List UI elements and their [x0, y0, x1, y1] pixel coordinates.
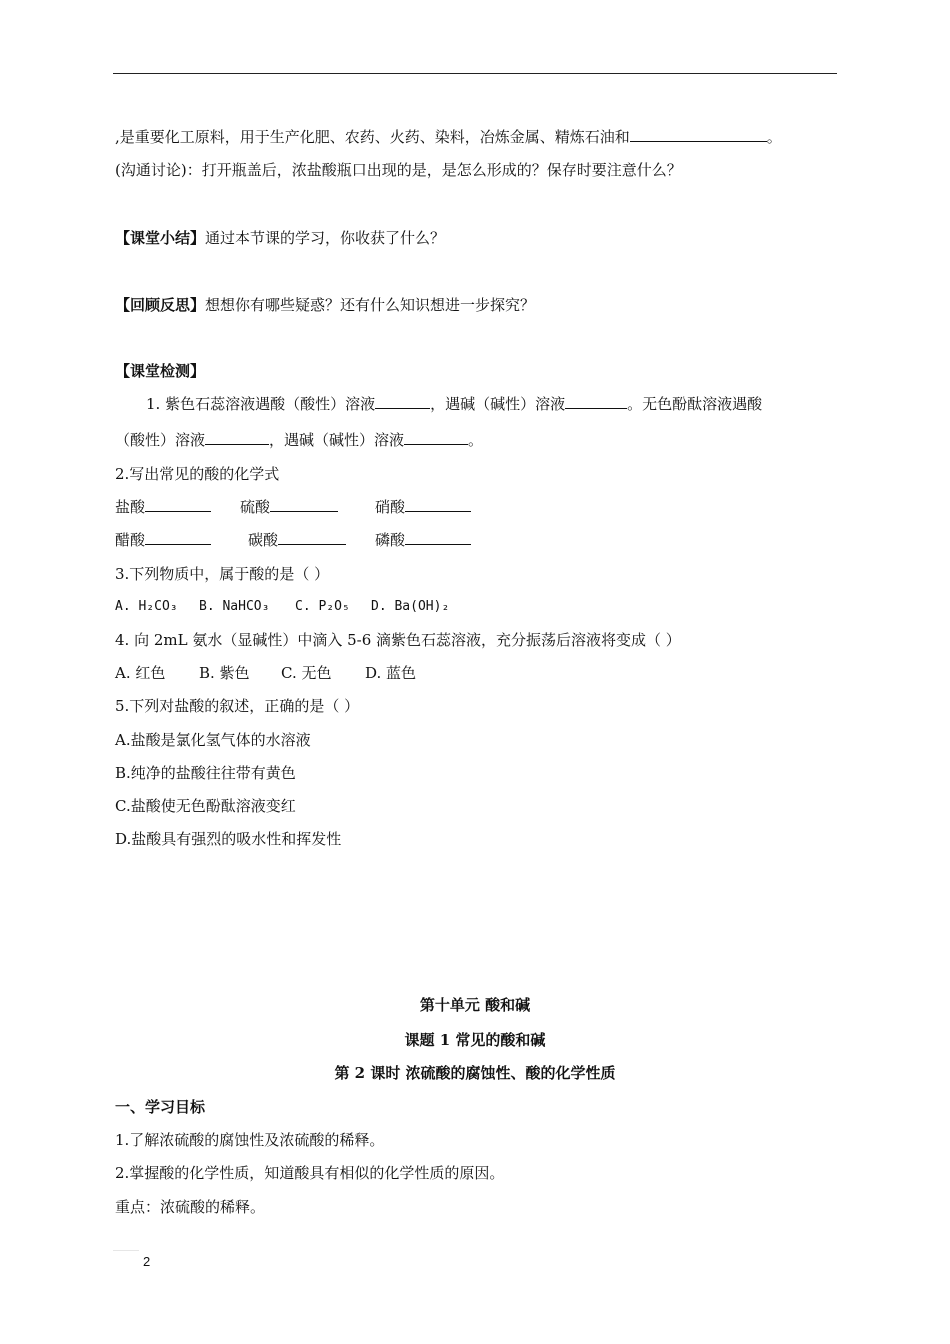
topic-title: 课题 1 常见的酸和碱: [404, 1031, 546, 1049]
acid-blank[interactable]: [270, 497, 338, 512]
option[interactable]: A.盐酸是氯化氢气体的水溶液: [115, 731, 311, 749]
q1-blank-4[interactable]: [404, 430, 468, 445]
option[interactable]: A. H₂CO₃: [115, 599, 178, 614]
unit-title: 第十单元 酸和碱: [419, 996, 531, 1014]
discussion-line: (沟通讨论)：打开瓶盖后，浓盐酸瓶口出现的是，是怎么形成的？保存时要注意什么？: [115, 161, 682, 179]
acid-label: 磷酸: [375, 531, 406, 549]
acid-blank[interactable]: [145, 530, 211, 545]
q1-text-b: ，遇碱（碱性）溶液: [430, 395, 566, 413]
option[interactable]: D. Ba(OH)₂: [371, 599, 450, 614]
option[interactable]: D. 蓝色: [365, 664, 417, 682]
question-1-line-1: [146, 394, 762, 414]
footer-rule: [113, 1250, 139, 1251]
goal-item: 1.了解浓硫酸的腐蚀性及浓硫酸的稀释。: [115, 1131, 385, 1149]
check-heading: 【课堂检测】: [115, 362, 206, 380]
option[interactable]: B. 紫色: [199, 664, 250, 682]
acid-label: 硝酸: [375, 498, 406, 516]
summary-heading: 【课堂小结】: [115, 229, 206, 247]
question-2: 2.写出常见的酸的化学式: [115, 465, 280, 483]
summary-line: [115, 228, 445, 248]
sentence: ,是重要化工原料，用于生产化肥、农药、火药、染料，冶炼金属、精炼石油和: [115, 128, 630, 146]
acid-label: 盐酸: [115, 498, 146, 516]
q1-blank-1[interactable]: [375, 394, 430, 409]
acid-label: 碳酸: [248, 531, 279, 549]
q1-text-f: 。: [468, 431, 484, 449]
section-heading: 一、学习目标: [115, 1098, 206, 1116]
reflect-text: 想想你有哪些疑惑？还有什么知识想进一步探究？: [205, 296, 536, 314]
reflect-heading: 【回顾反思】: [115, 296, 206, 314]
question-5: 5.下列对盐酸的叙述，正确的是（ ）: [115, 697, 360, 715]
page-number: 2: [143, 1254, 151, 1269]
acid-row-1: [115, 497, 615, 517]
question-3: 3.下列物质中，属于酸的是（ ）: [115, 565, 330, 583]
lesson-title: 第 2 课时 浓硫酸的腐蚀性、酸的化学性质: [334, 1064, 616, 1082]
q1-text-a: 1. 紫色石蕊溶液遇酸（酸性）溶液: [146, 395, 376, 413]
question-1-line-2: [115, 430, 483, 450]
header-rule: [113, 73, 837, 74]
option[interactable]: C. 无色: [281, 664, 332, 682]
acid-label: 硫酸: [240, 498, 271, 516]
acid-blank[interactable]: [278, 530, 346, 545]
key-point: 重点：浓硫酸的稀释。: [115, 1198, 266, 1216]
option[interactable]: C.盐酸使无色酚酞溶液变红: [115, 797, 296, 815]
summary-text: 通过本节课的学习，你收获了什么？: [205, 229, 446, 247]
text-line: [115, 127, 782, 147]
goal-item: 2.掌握酸的化学性质，知道酸具有相似的化学性质的原因。: [115, 1164, 505, 1182]
reflect-line: [115, 295, 535, 315]
acid-row-2: [115, 530, 615, 550]
q1-text-e: ，遇碱（碱性）溶液: [269, 431, 405, 449]
q1-blank-2[interactable]: [565, 394, 627, 409]
option[interactable]: A. 红色: [115, 664, 166, 682]
acid-label: 醋酸: [115, 531, 146, 549]
option[interactable]: B.纯净的盐酸往往带有黄色: [115, 764, 296, 782]
acid-blank[interactable]: [405, 530, 471, 545]
answer-blank[interactable]: [630, 127, 767, 142]
question-4: 4. 向 2mL 氨水（显碱性）中滴入 5-6 滴紫色石蕊溶液，充分振荡后溶液将变成（ ）: [115, 631, 681, 649]
option[interactable]: D.盐酸具有强烈的吸水性和挥发性: [115, 830, 342, 848]
q1-text-c: 。无色酚酞溶液遇酸: [627, 395, 763, 413]
option[interactable]: C. P₂O₅: [295, 599, 350, 614]
question-4-options: [115, 663, 515, 683]
punctuation: 。: [766, 128, 782, 146]
q1-text-d: （酸性）溶液: [115, 431, 206, 449]
q1-blank-3[interactable]: [205, 430, 269, 445]
acid-blank[interactable]: [405, 497, 471, 512]
acid-blank[interactable]: [145, 497, 211, 512]
question-3-options: [115, 597, 515, 617]
option[interactable]: B. NaHCO₃: [199, 599, 270, 614]
